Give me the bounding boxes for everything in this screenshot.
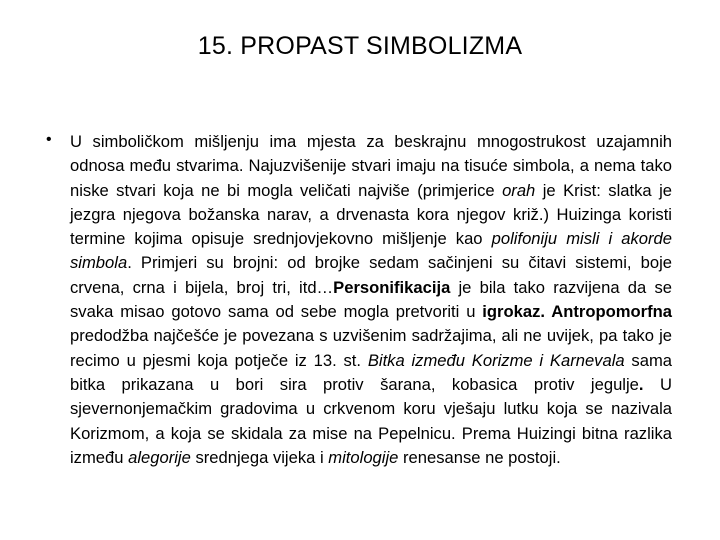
text-run: srednjega vijeka i bbox=[190, 447, 329, 467]
bullet-marker: • bbox=[46, 131, 52, 148]
text-run: . Primjeri su brojni: od brojke sedam sačinjeni su čitavi sistemi, boje crvena, crna i bijela, broj tri, itd… bbox=[70, 253, 672, 297]
bullet-paragraph bbox=[70, 130, 672, 470]
italic-term-alegorije: alegorije bbox=[128, 447, 191, 467]
text-run: je bila tako razvijena da se svaka misao gotovo sama od sebe mogla pretvoriti u bbox=[70, 277, 672, 322]
text-run: U simboličkom mišljenju ima mjesta za beskrajnu mnogostrukost uzajamnih odnosa među stvarima. Najuzvišenije stvari imaju na tisuće simbola, a nema tako niske stvari koja ne bi mogla veličati najviše (primjerice bbox=[70, 132, 672, 200]
italic-title-bitka: Bitka između Korizme i Karnevala bbox=[367, 350, 625, 370]
text-run: sama bitka prikazana u bori sira protiv šarana, kobasica protiv jegulje bbox=[70, 350, 672, 394]
italic-term-orah: orah bbox=[502, 180, 536, 200]
text-run: renesanse ne postoji. bbox=[398, 447, 561, 467]
text-run: predodžba najčešće je povezana s uzvišenim sadržajima, ali ne uvijek, pa tako je recimo u pjesmi koja potječe iz 13. st. bbox=[70, 326, 672, 370]
text-run: U sjevernonjemačkim gradovima u crkvenom koru vješaju lutku koja se nazivala Korizmom, a koja se skidala za mise na Pepelnicu. Prema Huizingi bitna razlika između bbox=[70, 374, 672, 467]
italic-term-polifonija: polifoniju misli i akorde simbola bbox=[70, 229, 672, 273]
bold-term-personifikacija: Personifikacija bbox=[333, 277, 451, 297]
bold-period: . bbox=[638, 374, 644, 394]
italic-term-mitologije: mitologije bbox=[328, 447, 399, 467]
bold-term-igrokaz: igrokaz. Antropomorfna bbox=[482, 302, 673, 322]
text-run: je Krist: slatka je jezgra njegova božanska narav, a drvenasta kora njegov križ.) Huizinga koristi termine kojima opisuje srednjovjekovno mišljenje kao bbox=[70, 180, 672, 249]
slide-title: 15. PROPAST SIMBOLIZMA bbox=[197, 32, 523, 60]
